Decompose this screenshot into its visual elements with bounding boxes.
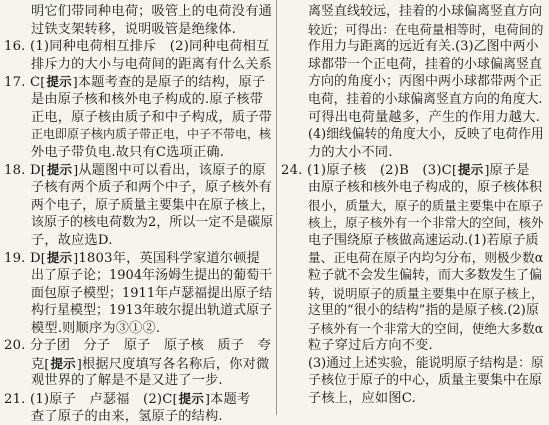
- text-line: [4, 197, 274, 215]
- hint-text: 1803年，英国科学家道尔顿提: [78, 251, 260, 267]
- left-column: [4, 3, 275, 424]
- answer-text: 分子团 分子 原子 原子核 质子 夸: [30, 338, 271, 354]
- text-line: [4, 267, 274, 285]
- hint-label: [ 提示 ]: [452, 161, 490, 179]
- text-line: [281, 3, 545, 21]
- answer-text: 离竖直线较远，挂着的小球偏离竖直方向: [308, 4, 543, 19]
- text-line: [281, 355, 545, 373]
- answer-text: 粒子穿过后方向不变.: [308, 338, 433, 354]
- text-line: [4, 232, 274, 250]
- answer-text: 子核位于原子的中心，质量主要集中在原: [308, 373, 543, 389]
- answer-text: 克: [31, 356, 45, 372]
- text-line: [281, 285, 545, 303]
- answer-text: 该原子的核电荷数为2，所以一定不是碳原: [31, 215, 274, 231]
- text-line: [4, 38, 274, 56]
- answer-text: 电荷，挂着的小球偏离竖直方向的角度大.: [308, 91, 543, 107]
- answer-text: 作用力与距离的远近有关.(3)乙图中两小: [308, 39, 539, 55]
- text-line: [281, 197, 545, 215]
- answer-text: 查了原子的由来，氢原子的结构.: [31, 408, 223, 424]
- answer-text: 粒子就不会发生偏转，而大多数发生了偏: [308, 267, 543, 283]
- text-line: [4, 21, 274, 39]
- answer-text: 子核外有一个非常大的空间，使绝大多数α: [308, 320, 544, 336]
- hint-text: 根据尺度填写各名称后，你对微: [81, 356, 270, 372]
- hint-text: 从题图中可以看出，该原子的原: [78, 163, 266, 179]
- answer-text: (1)原子 卢瑟福 (2)C: [30, 392, 173, 408]
- text-line: [281, 320, 545, 338]
- hint-label: [ 提示 ]: [41, 161, 79, 179]
- answer-text: 由原子核和核外电子构成的，原子核体积: [308, 179, 543, 195]
- text-line: [281, 38, 545, 56]
- text-line: [281, 390, 545, 408]
- answer-text: (3)通过上述实验，能说明原子结构是：原: [308, 355, 544, 371]
- answer-text: (1)原子核 (2)B (3)C: [307, 163, 452, 179]
- text-line: [4, 126, 274, 144]
- text-line: [281, 21, 545, 39]
- text-line: [4, 320, 274, 338]
- answer-text: 外电子带负电.故只有C选项正确.: [31, 144, 225, 160]
- text-line: [4, 408, 274, 425]
- text-line: [4, 285, 274, 303]
- text-line: [4, 3, 274, 21]
- answer-text: (1)同种电荷相互排斥 (2)同种电荷相互: [30, 39, 270, 55]
- answer-text: 方向的角度小；丙图中两小球都带两个正: [308, 74, 543, 90]
- text-line: [281, 372, 545, 390]
- text-line: [4, 214, 274, 232]
- text-line: [281, 214, 545, 232]
- answer-text: 构行星模型；1913年玻尔提出轨道式原子: [31, 303, 273, 319]
- answer-text: 电子围绕原子核做高速运动.(1)若原子质: [308, 232, 539, 248]
- question-number: 18.: [4, 163, 26, 179]
- question-number: 21.: [4, 392, 26, 408]
- answer-text: 球都带一个正电荷，挂着的小球偏离竖直: [308, 56, 543, 72]
- text-line: [281, 126, 545, 144]
- question-number: 24.: [281, 163, 303, 179]
- answer-text: 模型.则顺序为③①②.: [31, 320, 161, 336]
- answer-text: 排斥力的大小与电荷间的距离有什么关系: [31, 56, 272, 72]
- answer-text: 正电即原子核内质子带正电，中子不带电，核: [31, 127, 272, 142]
- text-line: [4, 73, 274, 91]
- text-line: [4, 372, 274, 390]
- answer-text: 面包原子模型；1911年卢瑟福提出原子结: [31, 285, 273, 301]
- answer-text: C: [30, 75, 41, 91]
- answer-text: 可得出电荷量越多，产生的作用力越大.: [308, 109, 540, 125]
- hint-label: [ 提示 ]: [40, 73, 78, 91]
- answer-text: 这里的“很小的结构”指的是原子核.(2)原: [308, 303, 539, 319]
- answer-text: D: [30, 251, 41, 267]
- text-line: [4, 249, 274, 267]
- hint-label: [ 提示 ]: [173, 390, 211, 408]
- text-line: [4, 179, 274, 197]
- text-line: [281, 302, 545, 320]
- answer-text: 子核上，应如图C.: [308, 391, 416, 407]
- text-line: [4, 390, 274, 408]
- answer-text: D: [30, 163, 41, 179]
- answer-text: 很小，质量大，原子的质量主要集中在原子: [308, 197, 544, 213]
- text-line: [4, 144, 274, 162]
- answer-text: (4)细线偏转的角度大小，反映了电荷作用: [308, 127, 544, 143]
- hint-text: 本题考: [210, 392, 251, 408]
- answer-text: 明它们带同种电荷；吸管上的电荷没有通: [31, 4, 272, 19]
- question-number: 16.: [4, 39, 26, 55]
- hint-label: [ 提示 ]: [41, 249, 79, 267]
- text-line: [281, 161, 545, 179]
- text-line: [281, 73, 545, 91]
- text-line: [281, 232, 545, 250]
- text-line: [281, 144, 545, 162]
- text-line: [281, 249, 545, 267]
- text-line: [281, 109, 545, 127]
- text-line: [281, 337, 545, 355]
- answer-text: 子，故应选D.: [31, 232, 113, 248]
- answer-text: 两个电子，原子质量主要集中在原子核上，: [31, 197, 275, 213]
- answer-text: 过铁支架转移，说明吸管是绝缘体.: [31, 21, 237, 37]
- question-number: 19.: [4, 251, 26, 267]
- column-divider: [276, 0, 277, 415]
- answer-text: 量、正电荷在原子内均匀分布，则极少数α: [308, 250, 544, 266]
- hint-text: 原子是: [489, 163, 530, 179]
- hint-text: 本题考查的是原子的结构，原子: [77, 75, 266, 91]
- text-line: [281, 56, 545, 74]
- text-line: [281, 91, 545, 109]
- text-line: [4, 337, 274, 355]
- answer-text: 子核有两个质子和两个中子，原子核外有: [31, 179, 272, 195]
- answer-text: 力的大小不同.: [308, 144, 393, 160]
- question-number: 17.: [4, 75, 26, 91]
- text-line: [4, 109, 274, 127]
- text-line: [281, 179, 545, 197]
- text-line: [281, 267, 545, 285]
- answer-text: 核上，原子核外有一个非常大的空间，核外: [308, 215, 544, 231]
- text-line: [4, 302, 274, 320]
- answer-text: 转，说明原子的质量主要集中在原子核上，: [308, 285, 544, 301]
- right-column: [281, 3, 545, 413]
- answer-text: 观世界的了解是不是又进了一步.: [31, 373, 223, 389]
- hint-label: [ 提示 ]: [44, 355, 82, 373]
- text-line: [4, 355, 274, 373]
- text-line: [4, 91, 274, 109]
- text-line: [4, 56, 274, 74]
- answer-text: 出了原子论；1904年汤姆生提出的葡萄干: [31, 267, 273, 283]
- answer-text: 正电，原子核由质子和中子构成，质子带: [31, 109, 272, 125]
- question-number: 20.: [4, 338, 26, 354]
- answer-text: 较近；可得出：在电荷量相等时，电荷间的: [308, 21, 544, 37]
- answer-text: 是由原子核和核外电子构成的.原子核带: [31, 91, 263, 107]
- text-line: [4, 161, 274, 179]
